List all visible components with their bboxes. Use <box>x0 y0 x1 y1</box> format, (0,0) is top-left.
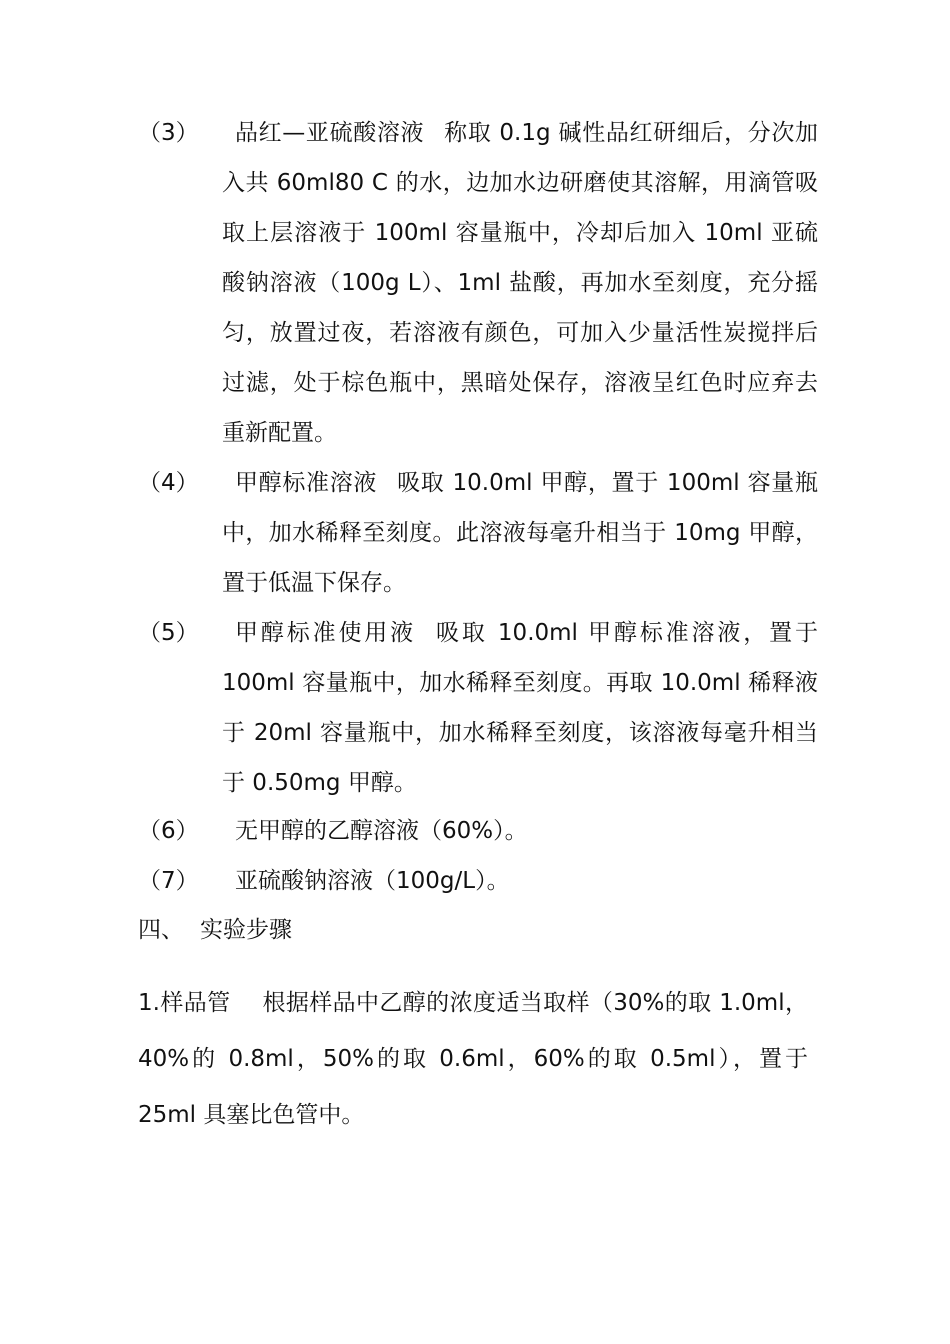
reagent-title: 亚硫酸钠溶液（100g/L）。 <box>235 868 510 894</box>
reagent-number: （4） <box>138 470 199 496</box>
reagent-item-3 <box>138 108 818 458</box>
reagent-number: （3） <box>138 120 199 146</box>
reagent-text: 称取 0.1g 碱性品红研细后，分次加入共 60ml80 C 的水，边加水边研磨使其溶解，用滴管吸取上层溶液于 100ml 容量瓶中，冷却后加入 10ml 亚硫酸钠溶液（100g L）、1ml 盐酸，再加水至刻度，充分摇匀，放置过夜，若溶液有颜色，可加入少量活性炭搅拌后过滤，处于棕色瓶中，黑暗处保存，溶液呈红色时应弃去重新配置。 <box>222 120 818 446</box>
reagent-body <box>222 458 818 608</box>
reagent-number: （6） <box>138 818 199 844</box>
reagent-text: 吸取 10.0ml 甲醇标准溶液，置于 100ml 容量瓶中，加水稀释至刻度。再取 10.0ml 稀释液于 20ml 容量瓶中，加水稀释至刻度，该溶液每毫升相当于 0.50mg 甲醇。 <box>222 620 818 796</box>
reagent-number: （7） <box>138 868 199 894</box>
reagent-title: 甲醇标准使用液 <box>235 620 417 646</box>
section-number: 四、 <box>138 917 184 943</box>
reagent-body <box>222 856 818 906</box>
reagent-body <box>222 806 818 856</box>
reagent-number: （5） <box>138 620 199 646</box>
reagent-title: 甲醇标准溶液 <box>235 470 378 496</box>
reagent-title: 品红—亚硫酸溶液 <box>235 120 425 146</box>
reagent-item-7 <box>138 856 818 906</box>
reagent-text: 吸取 10.0ml 甲醇，置于 100ml 容量瓶中，加水稀释至刻度。此溶液每毫升相当于 10mg 甲醇，置于低温下保存。 <box>222 470 818 596</box>
reagent-body <box>222 608 818 808</box>
step-item-1 <box>138 975 808 1143</box>
reagent-body <box>222 108 818 458</box>
step-text: 根据样品中乙醇的浓度适当取样（30%的取 1.0ml，40%的 0.8ml，50%的取 0.6ml，60%的取 0.5ml），置于 25ml 具塞比色管中。 <box>138 990 808 1128</box>
step-title: 1.样品管 <box>138 990 231 1016</box>
section-title: 实验步骤 <box>200 917 292 943</box>
reagent-item-6 <box>138 806 818 856</box>
reagent-item-5 <box>138 608 818 808</box>
reagent-item-4 <box>138 458 818 608</box>
reagent-title: 无甲醇的乙醇溶液（60%）。 <box>235 818 528 844</box>
section-heading <box>138 905 292 955</box>
